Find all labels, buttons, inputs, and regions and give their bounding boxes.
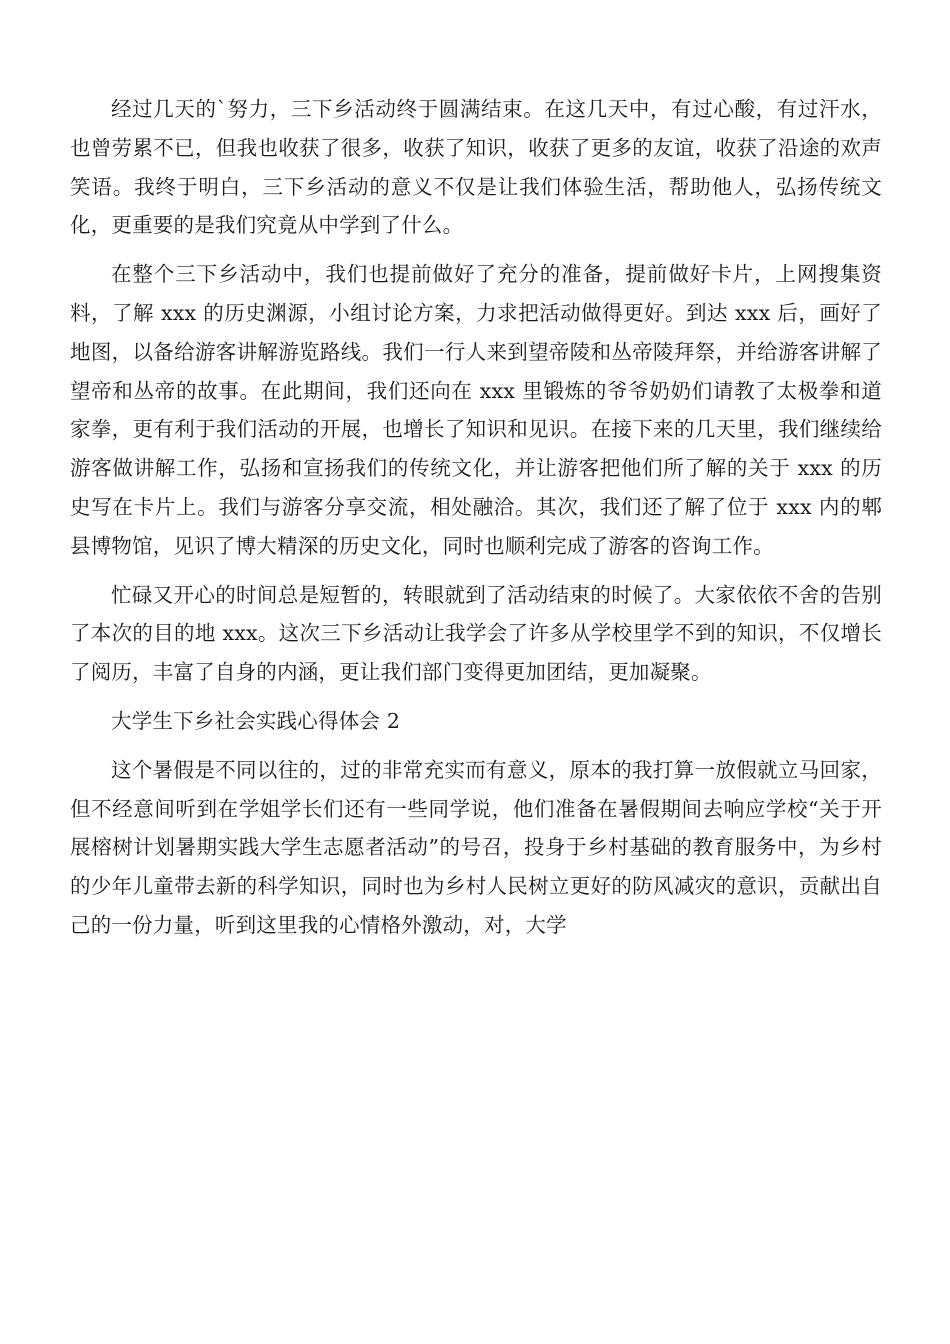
paragraph-3: 忙碌又开心的时间总是短暂的，转眼就到了活动结束的时候了。大家依依不舍的告别了本次的目的地 xxx。这次三下乡活动让我学会了许多从学校里学不到的知识，不仅增长了阅历，丰富了自身的内涵，更让我们部门变得更加团结，更加凝聚。 [70, 582, 882, 685]
paragraph-2: 在整个三下乡活动中，我们也提前做好了充分的准备，提前做好卡片，上网搜集资料，了解 xxx 的历史渊源，小组讨论方案，力求把活动做得更好。到达 xxx 后，画好了地图，以备给游客讲解游览路线。我们一行人来到望帝陵和丛帝陵拜祭，并给游客讲解了望帝和丛帝的故事。在此期间，我们还向在 xxx 里锻炼的爷爷奶奶们请教了太极拳和道家拳，更有利于我们活动的开展，也增长了知识和见识。在接下来的几天里，我们继续给游客做讲解工作，弘扬和宣扬我们的传统文化，并让游客把他们所了解的关于 xxx 的历史写在卡片上。我们与游客分享交流，相处融洽。其次，我们还了解了位于 xxx 内的郫县博物馆，见识了博大精深的历史文化，同时也顺利完成了游客的咨询工作。 [70, 262, 882, 558]
paragraph-1: 经过几天的`努力，三下乡活动终于圆满结束。在这几天中，有过心酸，有过汗水，也曾劳累不已，但我也收获了很多，收获了知识，收获了更多的友谊，收获了沿途的欢声笑语。我终于明白，三下乡活动的意义不仅是让我们体验生活，帮助他人，弘扬传统文化，更重要的是我们究竟从中学到了什么。 [70, 97, 882, 238]
document-body [70, 90, 882, 955]
section-heading: 大学生下乡社会实践心得体会 2 [111, 708, 401, 733]
paragraph-4: 这个暑假是不同以往的，过的非常充实而有意义，原本的我打算一放假就立马回家，但不经意间听到在学姐学长们还有一些同学说，他们准备在暑假期间去响应学校“关于开展榕树计划暑期实践大学生志愿者活动”的号召，投身于乡村基础的教育服务中，为乡村的少年儿童带去新的科学知识，同时也为乡村人民树立更好的防风减灾的意识，贡献出自己的一份力量，听到这里我的心情格外激动，对，大学 [70, 757, 882, 937]
